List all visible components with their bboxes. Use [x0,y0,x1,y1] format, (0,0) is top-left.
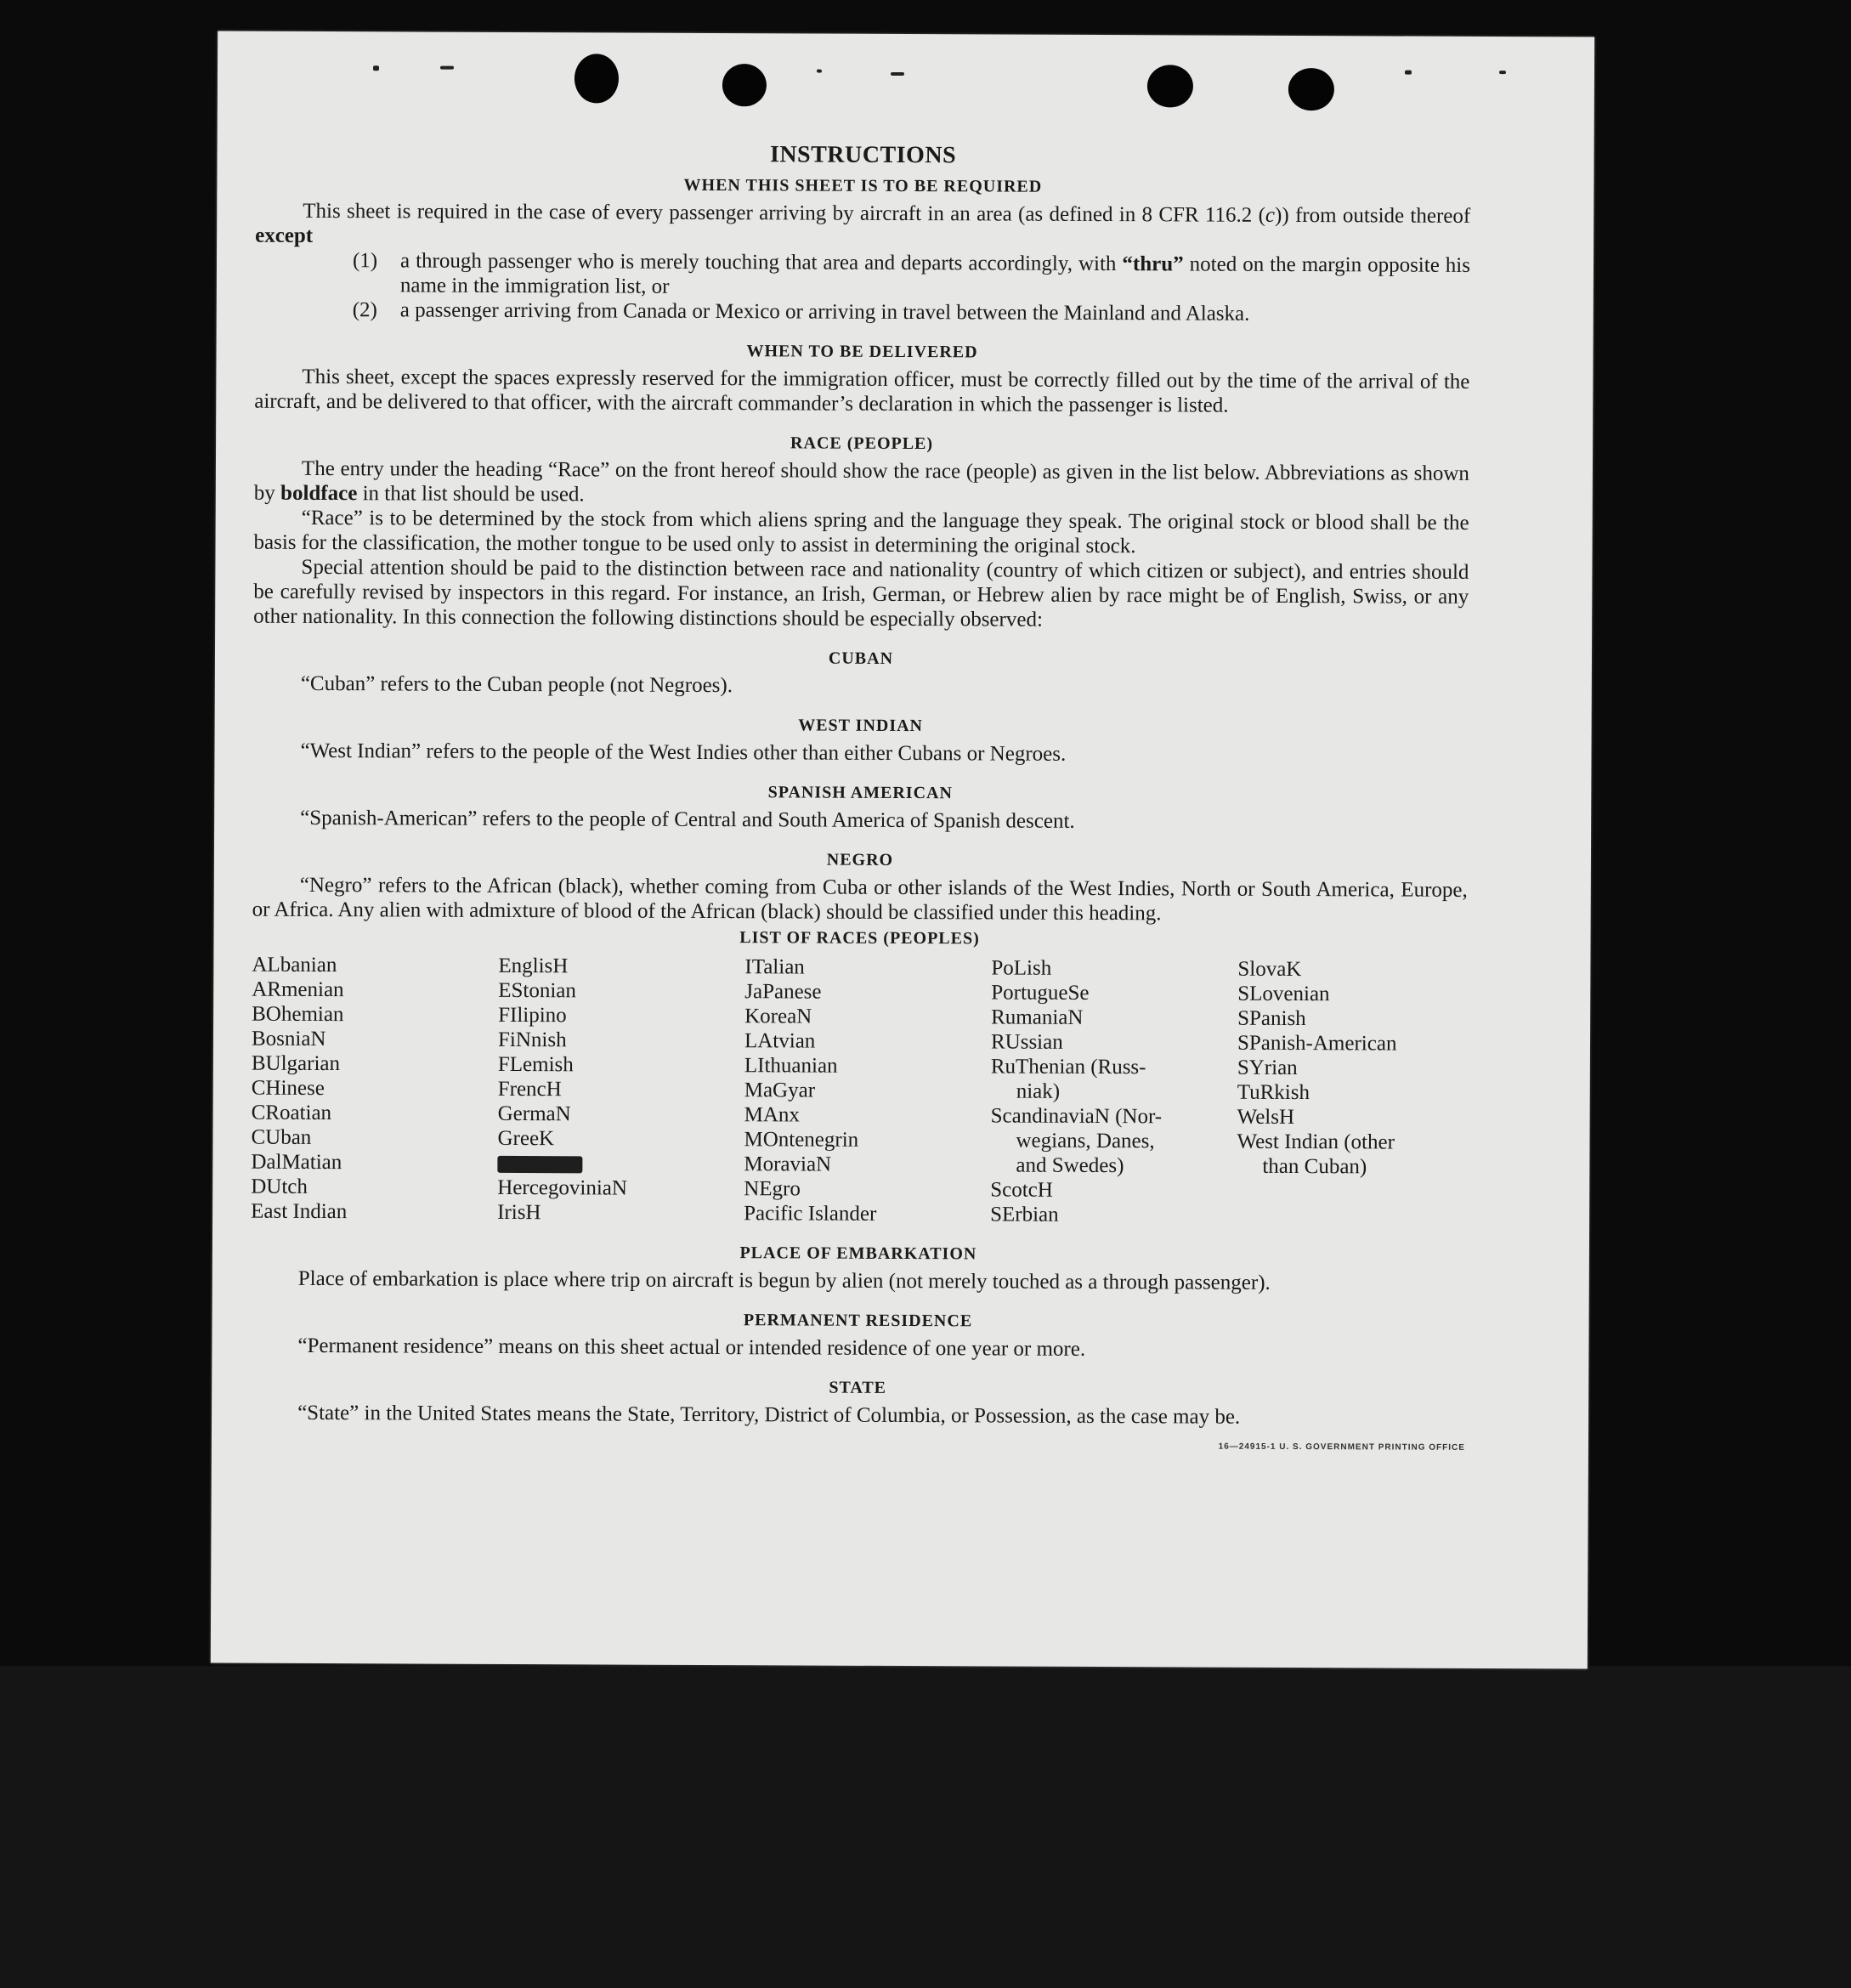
race-item: West Indian (other [1237,1130,1395,1154]
heading-embarkation: PLACE OF EMBARKATION [739,1243,977,1264]
race-item: CHinese [251,1076,325,1101]
heading-west-indian: WEST INDIAN [798,716,924,736]
redacted-race-item [497,1151,744,1176]
race-item: NEgro [744,1177,801,1201]
race-item-continued: and Swedes) [1016,1153,1124,1178]
state-text: “State” in the United States means the State, Territory, District of Columbia, or Possession, as the case may be. [297,1401,1241,1429]
race-item: RumaniaN [991,1005,1084,1029]
race-item: MoraviaN [744,1153,832,1176]
race-item: GreeK [497,1126,555,1151]
race-item: MaGyar [744,1079,816,1102]
race-item: EStonian [498,978,577,1003]
heading-spanish-american: SPANISH AMERICAN [767,783,953,803]
heading-when-required: WHEN THIS SHEET IS TO BE REQUIRED [683,175,1043,196]
cuban-text: “Cuban” refers to the Cuban people (not Negroes). [300,671,733,698]
race-item: LIthuanian [744,1054,838,1078]
punch-hole [575,54,619,103]
race-item: MOntenegrin [744,1128,859,1152]
race-column-4 [990,955,1237,1227]
race-item: SYrian [1237,1056,1298,1080]
race-item: DUtch [251,1175,308,1198]
printing-office-mark: 16—24915-1 U. S. GOVERNMENT PRINTING OFFICE [1218,1441,1465,1453]
race-item: ScandinaviaN (Nor- [990,1104,1163,1129]
race-item: ScotcH [990,1178,1053,1202]
speck [440,66,454,70]
spanish-american-text: “Spanish-American” refers to the people of Central and South America of Spanish descent. [300,806,1075,833]
race-item: ARmenian [252,977,344,1002]
race-item: GermaN [497,1102,571,1126]
heading-list-of-races: LIST OF RACES (PEOPLES) [739,928,980,949]
when-delivered-text: This sheet, except the spaces expressly reserved for the immigration officer, must be correctly filled out by the time of the arrival of the aircraft, and be delivered to that officer, with the aircraft commander’s declaration in which the passenger is listed. [254,365,1470,417]
exception-item-1: (1) a through passenger who is merely touching that area and departs accordingly, with “thru” noted on the margin opposite his name in the immigration list, or [352,249,1471,298]
race-item: Pacific Islander [744,1202,877,1226]
heading-negro: NEGRO [826,850,894,869]
race-item: RuThenian (Russ- [990,1055,1146,1079]
race-column-5 [1237,957,1484,1229]
heading-state: STATE [829,1378,887,1397]
embarkation-text: Place of embarkation is place where trip on aircraft is begun by alien (not merely touched as a through passenger). [297,1266,1271,1294]
race-item: MAnx [744,1103,800,1127]
speck [1499,71,1506,74]
race-item: HercegoviniaN [497,1175,628,1200]
heading-permanent-residence: PERMANENT RESIDENCE [743,1311,973,1331]
heading-cuban: CUBAN [828,649,894,668]
race-item: EnglisH [498,954,569,978]
negro-text: “Negro” refers to the African (black), whether coming from Cuba or other islands of the West Indies, North or South America, Europe, or Africa. Any alien with admixture of blood of the African (black) should be classified under this heading. [252,873,1468,926]
race-item: JaPanese [744,980,822,1004]
punch-hole [1147,65,1193,107]
punch-hole [1288,68,1334,110]
redaction-mark [497,1156,582,1173]
race-column-2 [497,954,744,1226]
page-title: INSTRUCTIONS [769,141,957,169]
speck [1405,71,1412,75]
race-item: CUban [251,1125,312,1149]
race-item: TuRkish [1237,1080,1310,1105]
document-sheet [211,31,1594,1668]
race-item: SlovaK [1237,957,1302,982]
race-item: SErbian [990,1203,1059,1226]
race-paragraph-3: Special attention should be paid to the distinction between race and nationality (country of which citizen or subject), and entries should be carefully revised by inspectors in this regard. For instance, an Irish, German, or Hebrew alien by race might be of English, Swiss, or any other nationality. In this connection the following distinctions should be especially observed: [253,555,1469,632]
punch-hole [722,64,767,106]
instructions-content [250,138,1471,1453]
race-item: FiNnish [497,1028,567,1052]
race-item-continued: than Cuban) [1262,1154,1367,1179]
exception-item-2: (2) a passenger arriving from Canada or Mexico or arriving in travel between the Mainland and Alaska. [352,298,1250,326]
race-item: RUssian [990,1030,1063,1054]
scan-background [0,1666,1851,1988]
race-item: SLovenian [1237,982,1330,1006]
race-column-3 [744,954,991,1226]
permanent-residence-text: “Permanent residence” means on this sheet actual or intended residence of one year or more. [297,1334,1086,1361]
race-list [251,953,1467,1229]
west-indian-text: “West Indian” refers to the people of the West Indies other than either Cubans or Negroes. [300,739,1067,766]
heading-when-delivered: WHEN TO BE DELIVERED [746,342,978,362]
race-item: FrencH [497,1077,562,1102]
race-item: ITalian [744,955,805,979]
race-item: FIlipino [498,1003,567,1028]
race-item: PoLish [991,956,1052,980]
race-item: CRoatian [251,1101,332,1125]
race-column-1 [251,953,498,1225]
race-item: KoreaN [744,1005,812,1028]
race-paragraph-1: The entry under the heading “Race” on the front hereof should show the race (people) as given in the list below. Abbreviations as shown by boldface in that list should be used. [253,456,1469,507]
heading-race: RACE (PEOPLE) [790,433,934,454]
race-item: BUlgarian [251,1051,341,1076]
race-item: IrisH [497,1200,541,1225]
race-item-continued: wegians, Danes, [1016,1129,1155,1153]
race-item: BosniaN [251,1027,326,1051]
race-paragraph-2: “Race” is to be determined by the stock from which aliens spring and the language they speak. The original stock or blood shall be the basis for the classification, the mother tongue to be used only to assist in determining the original stock. [253,506,1469,558]
race-item: BOhemian [252,1002,344,1027]
race-item: WelsH [1237,1105,1295,1130]
race-item: SPanish [1237,1006,1306,1031]
race-item-continued: niak) [1016,1079,1061,1103]
speck [891,72,904,76]
race-item: PortugueSe [991,981,1090,1005]
race-item: SPanish-American [1237,1031,1397,1056]
race-item: ALbanian [252,953,337,977]
race-item: FLemish [497,1052,574,1077]
race-item: East Indian [251,1199,348,1224]
when-required-intro: This sheet is required in the case of every passenger arriving by aircraft in an area (as defined in 8 CFR 116.2 (c)) from outside thereof except [255,199,1471,247]
race-item: LAtvian [744,1029,816,1053]
speck [817,70,822,73]
speck [373,65,379,71]
race-item: DalMatian [251,1150,342,1175]
